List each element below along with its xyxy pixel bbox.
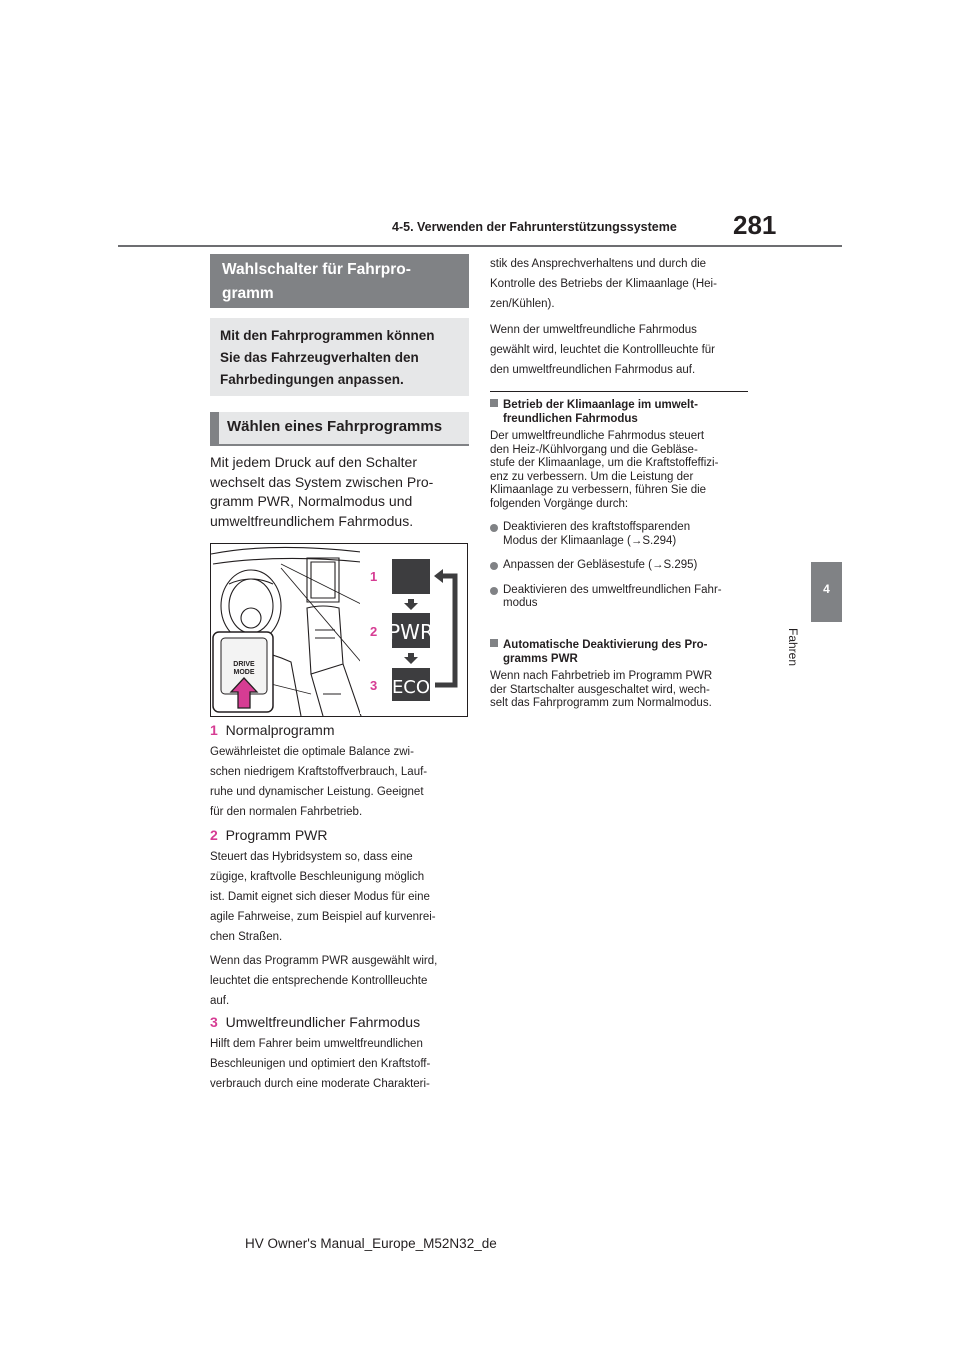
cont-line: Wenn der umweltfreundliche Fahrmodus [490, 324, 697, 336]
section-banner [210, 254, 469, 308]
note-line: auf. [210, 995, 230, 1007]
list-item [490, 559, 752, 573]
climate-line: den Heiz-/Kühlvorgang und die Gebläse- [490, 443, 698, 456]
climate-line: Klimaanlage zu verbessern, führen Sie die [490, 484, 707, 496]
bullet-line: Anpassen der Gebläsestufe (→S.295) [503, 559, 698, 571]
pwr-heading-line2: gramms PWR [503, 653, 578, 665]
callout-1: 1 [370, 569, 378, 584]
banner-line-2: gramm [222, 285, 274, 302]
climate-heading [490, 398, 752, 426]
drive-mode-button-line1: DRIVE [233, 661, 255, 668]
climate-line: stufe der Klimaanlage, um die Kraftstoffeffizi- [490, 457, 719, 469]
intro-line-1: Mit den Fahrprogrammen können [220, 328, 435, 343]
banner-line-1: Wahlschalter für Fahrpro- [222, 261, 411, 278]
pwr-paragraph [490, 670, 752, 711]
climate-section [490, 398, 752, 611]
item-description [210, 1034, 472, 1094]
desc-line: Hilft dem Fahrer beim umweltfreundlichen [210, 1038, 423, 1050]
intro-line-3: Fahrbedingungen anpassen. [220, 372, 404, 387]
intro-box [210, 318, 469, 396]
desc-line: Gewährleistet die optimale Balance zwi- [210, 746, 414, 758]
normal-mode-indicator [392, 559, 430, 594]
pwr-heading-line1: Automatische Deaktivierung des Pro- [503, 639, 708, 651]
cont-line: den umweltfreundlichen Fahrmodus auf. [490, 364, 696, 376]
eco-label: ECO [391, 677, 431, 698]
footer-text: HV Owner's Manual_Europe_M52N32_de [245, 1236, 497, 1251]
pwr-heading [490, 638, 752, 666]
square-bullet-icon [490, 399, 498, 407]
item-number: 1 [210, 722, 218, 738]
drive-mode-button-line2: MODE [233, 669, 255, 676]
cont-line: zen/Kühlen). [490, 298, 555, 310]
climate-line: folgenden Vorgänge durch: [490, 497, 629, 510]
para-line: gramm PWR, Normalmodus und [210, 493, 413, 509]
item-description [210, 742, 472, 822]
item-title: Umweltfreundlicher Fahrmodus [225, 1014, 421, 1030]
cont-line: Kontrolle des Betriebs der Klimaanlage (Hei- [490, 278, 717, 290]
climate-heading-line2: freundlichen Fahrmodus [503, 413, 638, 425]
item-title: Normalprogramm [225, 722, 335, 738]
pwr-line: der Startschalter ausgeschaltet wird, wech- [490, 683, 710, 696]
pwr-line: selt das Fahrprogramm zum Normalmodus. [490, 697, 712, 709]
page-number: 281 [733, 210, 777, 240]
desc-line: Steuert das Hybridsystem so, dass eine [210, 851, 413, 863]
item-number: 3 [210, 1014, 218, 1030]
round-bullet-icon [490, 562, 498, 570]
chapter-name-label: Fahren [786, 628, 800, 667]
desc-line: ist. Damit eignet sich dieser Modus für eine [210, 891, 430, 903]
callout-2: 2 [370, 624, 378, 639]
bullet-line: Deaktivieren des kraftstoffsparenden [503, 521, 691, 533]
para-line: wechselt das System zwischen Pro- [210, 473, 434, 490]
desc-line: für den normalen Fahrbetrieb. [210, 806, 363, 818]
header-rule [118, 245, 842, 247]
square-bullet-icon [490, 639, 498, 647]
desc-line: schen niedrigem Kraftstoffverbrauch, Lauf- [210, 766, 428, 778]
round-bullet-icon [490, 587, 498, 595]
climate-heading-line1: Betrieb der Klimaanlage im umwelt- [503, 399, 698, 411]
round-bullet-icon [490, 524, 498, 532]
item-1 [210, 722, 472, 822]
item-title: Programm PWR [225, 827, 328, 843]
intro-paragraph [210, 453, 470, 531]
item-3 [210, 1014, 472, 1094]
section-divider [490, 391, 748, 392]
continued-paragraph [490, 254, 752, 380]
list-item [490, 521, 752, 548]
subsection-banner: Wählen eines Fahrprogramms [210, 412, 469, 446]
bullet-line: Modus der Klimaanlage (→S.294) [503, 534, 677, 547]
item-heading [210, 827, 472, 843]
desc-line: chen Straßen. [210, 931, 283, 943]
pwr-line: Wenn nach Fahrbetrieb im Programm PWR [490, 670, 713, 682]
chapter-name [786, 628, 800, 688]
bullet-line: Deaktivieren des umweltfreundlichen Fahr- [503, 583, 722, 596]
intro-line-2: Sie das Fahrzeugverhalten den [220, 350, 419, 365]
item-number: 2 [210, 827, 218, 843]
callout-3: 3 [370, 678, 378, 693]
chapter-number: 4 [823, 582, 830, 596]
list-item [490, 584, 752, 611]
climate-line: enz zu verbessern. Um die Leistung der [490, 470, 694, 483]
item-description [210, 847, 472, 947]
dashboard-illustration [211, 544, 467, 716]
para-line: umweltfreundlichem Fahrmodus. [210, 512, 414, 529]
desc-line: zügige, kraftvolle Beschleunigung möglich [210, 871, 425, 883]
item-note [210, 951, 472, 1011]
note-line: Wenn das Programm PWR ausgewählt wird, [210, 955, 438, 967]
note-line: leuchtet die entsprechende Kontrollleuchte [210, 975, 428, 987]
pwr-label: PWR [388, 620, 434, 644]
item-heading [210, 722, 472, 738]
item-2 [210, 827, 472, 1011]
climate-line: Der umweltfreundliche Fahrmodus steuert [490, 430, 705, 442]
cont-line: stik des Ansprechverhaltens und durch die [490, 258, 707, 270]
pwr-deactivation-section [490, 638, 752, 711]
climate-paragraph [490, 430, 752, 511]
para-line: Mit jedem Druck auf den Schalter [210, 454, 417, 470]
desc-line: agile Fahrweise, zum Beispiel auf kurvenrei- [210, 911, 436, 923]
drive-mode-figure [210, 543, 468, 717]
bullet-line: modus [503, 597, 538, 609]
desc-line: Beschleunigen und optimiert den Kraftstoff- [210, 1058, 431, 1070]
desc-line: verbrauch durch eine moderate Charakteri- [210, 1078, 430, 1090]
item-heading [210, 1014, 472, 1030]
cont-line: gewählt wird, leuchtet die Kontrollleuchte für [490, 344, 716, 356]
section-title: 4-5. Verwenden der Fahrunterstützungssysteme [392, 220, 677, 234]
desc-line: ruhe und dynamischer Leistung. Geeignet [210, 786, 424, 798]
